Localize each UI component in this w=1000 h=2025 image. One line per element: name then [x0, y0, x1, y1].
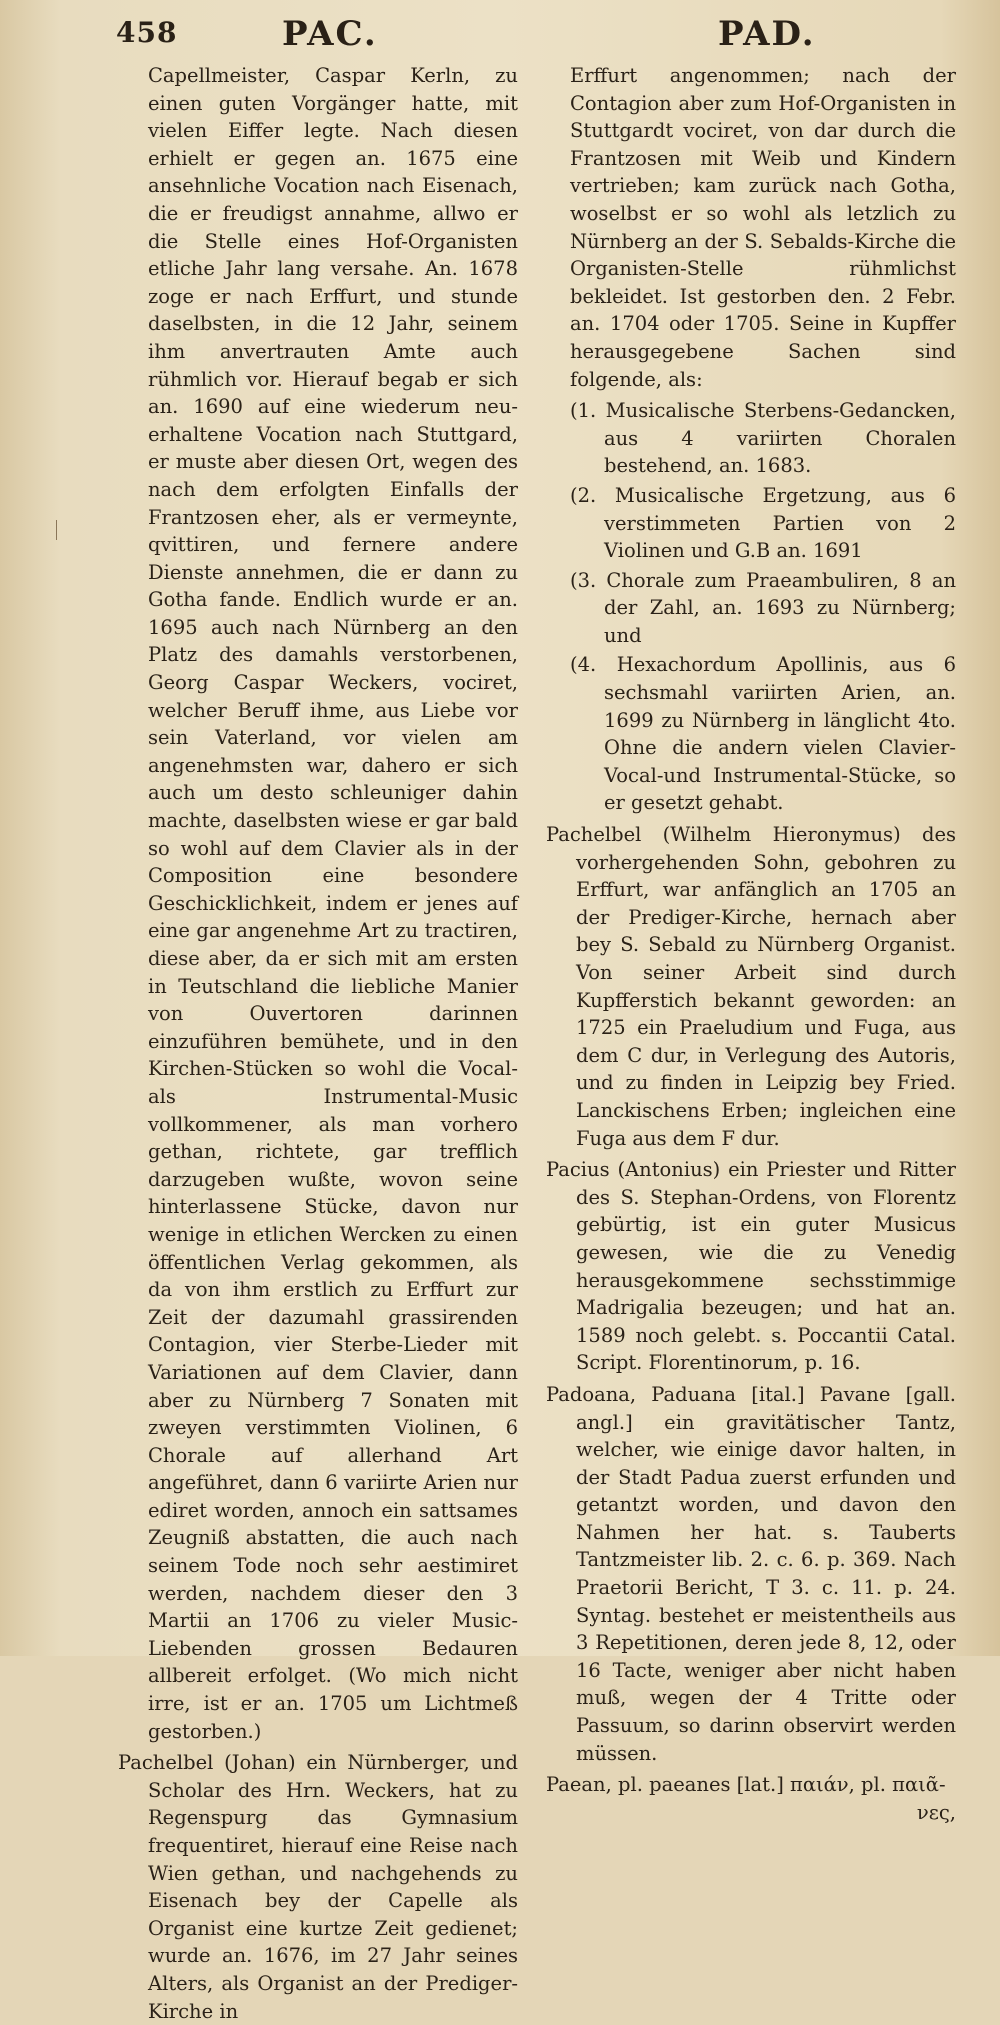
page-number: 458	[116, 16, 178, 49]
right-column	[546, 62, 956, 1824]
running-head-right: PAD.	[718, 14, 816, 54]
entry-paean: Paean, pl. paeanes [lat.] παιάν, pl. παιᾶ-	[546, 1773, 946, 1797]
entry-pachelbel-johan: Pachelbel (Johan) ein Nürnberger, und Scholar des Hrn. Weckers, hat zu Regenspurg das Gymnasium frequentiret, hierauf eine Reise nach Wien gethan, und nachgehends zu Eisenach bey der Capelle als Organist eine kurtze Zeit gedienet; wurde an. 1676, im 27 Jahr seines Alters, als Organist an der Prediger-Kirche in	[118, 1751, 518, 2023]
catchword: νες,	[916, 1800, 956, 1824]
entry-pachelbel-wilhelm: Pachelbel (Wilhelm Hieronymus) des vorhergehenden Sohn, gebohren zu Erffurt, war anfänglich an 1705 an der Prediger-Kirche, hernach aber bey S. Sebald zu Nürnberg Organist. Von seiner Arbeit sind durch Kupfferstich bekannt geworden: an 1725 ein Praeludium und Fuga, aus dem C dur, in Verlegung des Autoris, und zu finden in Leipzig bey Fried. Lanckischens Erben; ingleichen eine Fuga aus dem F dur.	[546, 823, 956, 1150]
works-list-item: (4. Hexachordum Apollinis, aus 6 sechsmahl variirten Arien, an. 1699 zu Nürnberg in länglicht 4to. Ohne die andern vielen Clavier-Vocal-und Instrumental-Stücke, so er gesetzt gehabt.	[570, 653, 956, 815]
works-list-item: (3. Chorale zum Praeambuliren, 8 an der Zahl, an. 1693 zu Nürnberg; und	[570, 568, 956, 647]
running-head-left: PAC.	[282, 14, 378, 54]
entry-pachelbel-johann-continued: Capellmeister, Caspar Kerln, zu einen guten Vorgänger hatte, mit vielen Eiffer legte. Nach diesen erhielt er gegen an. 1675 eine ansehnliche Vocation nach Eisenach, die er freudigst annahme, allwo er die Stelle eines Hof-Organisten etliche Jahr lang versahe. An. 1678 zoge er nach Erffurt, und stunde daselbsten, in die 12 Jahr, seinem ihm anvertrauten Amte auch rühmlich vor. Hierauf begab er sich an. 1690 auf eine wiederum neu-erhaltene Vocation nach Stuttgard, er muste aber diesen Ort, wegen des nach dem erfolgten Einfalls der Frantzosen eher, als er vermeynte, qvittiren, und fernere andere Dienste annehmen, die er dann zu Gotha fande. Endlich wurde er an. 1695 auch nach Nürnberg an den Platz des damahls verstorbenen, Georg Caspar Weckers, vociret, welcher Beruff ihme, aus Liebe vor sein Vaterland, vor vielen am angenehmsten war, dahero er sich auch um desto schleuniger dahin machte, daselbsten wiese er gar bald so wohl auf dem Clavier als in der Composition eine besondere Geschicklichkeit, indem er jenes auf eine gar angenehme Art zu tractiren, diese aber, da er sich mit am ersten in Teutschland die liebliche Manier von Ouvertoren darinnen einzuführen bemühete, und in den Kirchen-Stücken so wohl die Vocal-als Instrumental-Music vollkommener, als man vorhero gethan, richtete, gar trefflich darzugeben wußte, wovon seine hinterlassene Stücke, davon nur wenige in etlichen Wercken zu einen öffentlichen Verlag gekommen, als da von ihm erstlich zu Erffurt zur Zeit der dazumahl grassirenden Contagion, vier Sterbe-Lieder mit Variationen auf dem Clavier, dann aber zu Nürnberg 7 Sonaten mit zweyen verstimmten Violinen, 6 Chorale auf allerhand Art angeführet, dann 6 variirte Arien nur ediret worden, annoch ein sattsames Zeugniß abstatten, die auch nach seinem Tode noch sehr aestimiret werden, nachdem dieser den 3 Martii an 1706 zu vieler Music-Liebenden grossen Bedauren allbereit erfolget. (Wo mich nicht irre, ist er an. 1705 um Lichtmeß gestorben.)	[148, 64, 518, 1743]
works-list-item: (1. Musicalische Sterbens-Gedancken, aus 4 variirten Choralen bestehend, an. 1683.	[570, 399, 956, 478]
margin-mark	[56, 520, 57, 540]
entry-pacius: Pacius (Antonius) ein Priester und Ritter des S. Stephan-Ordens, von Florentz gebürtig, ist ein guter Musicus gewesen, wie die zu Venedig herausgekommene sechsstimmige Madrigalia bezeugen; und hat an. 1589 noch gelebt. s. Poccantii Catal. Script. Florentinorum, p. 16.	[546, 1158, 956, 1375]
works-list-item: (2. Musicalische Ergetzung, aus 6 verstimmeten Partien von 2 Violinen und G.B an. 1691	[570, 483, 956, 563]
left-column	[118, 62, 518, 2023]
works-list	[546, 397, 956, 817]
entry-padoana: Padoana, Paduana [ital.] Pavane [gall. angl.] ein gravitätischer Tantz, welcher, wie einige davor halten, in der Stadt Padua zuerst erfunden und getantzt worden, und davon den Nahmen her hat. s. Tauberts Tantzmeister lib. 2. c. 6. p. 369. Nach Praetorii Bericht, T 3. c. 11. p. 24. Syntag. bestehet er meistentheils aus 3 Repetitionen, deren jede 8, 12, oder 16 Tacte, weniger aber nicht haben muß, wegen der 4 Tritte oder Passuum, so darinn observirt werden müssen.	[546, 1382, 956, 1765]
entry-continuation: Erffurt angenommen; nach der Contagion aber zum Hof-Organisten in Stuttgardt vociret, von dar durch die Frantzosen mit Weib und Kindern vertrieben; kam zurück nach Gotha, woselbst er so wohl als letzlich zu Nürnberg an der S. Sebalds-Kirche die Organisten-Stelle rühmlichst bekleidet. Ist gestorben den. 2 Febr. an. 1704 oder 1705. Seine in Kupffer herausgegebene Sachen sind folgende, als:	[570, 64, 956, 391]
